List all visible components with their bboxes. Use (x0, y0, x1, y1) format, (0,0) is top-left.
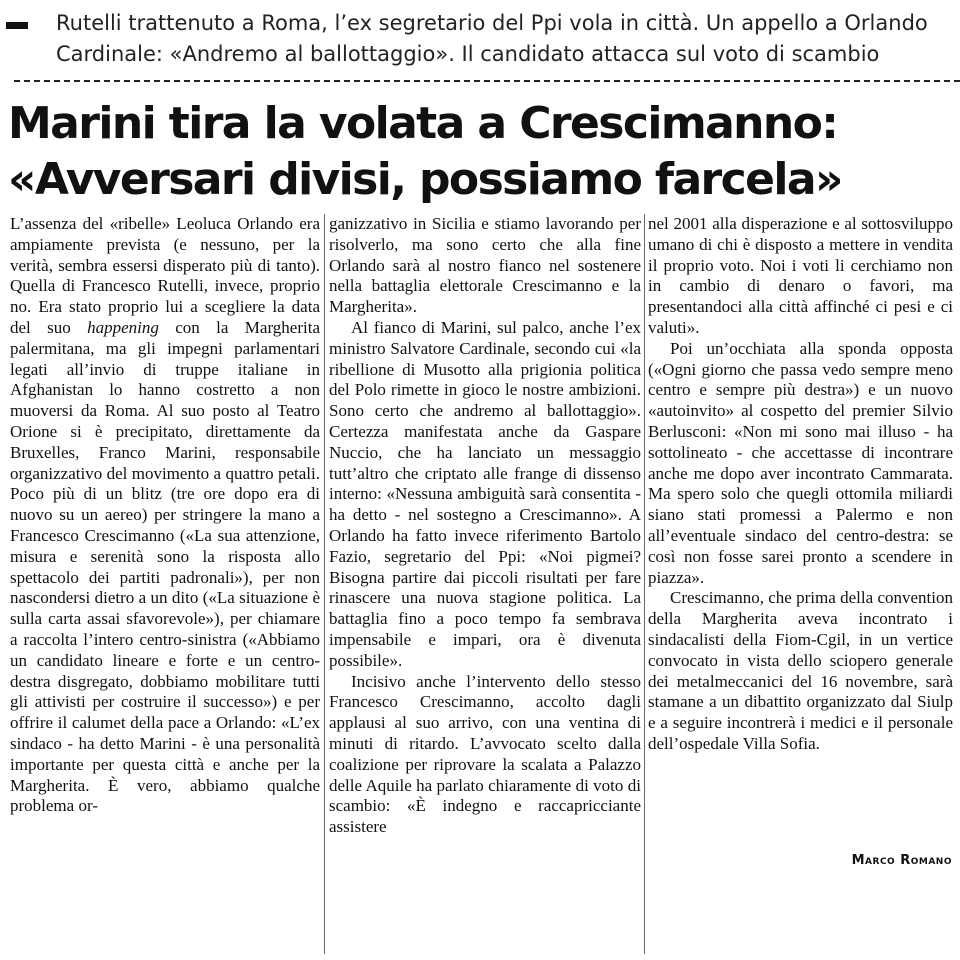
column-1-italic-word: happening (87, 317, 159, 337)
kicker-bullet-mark (6, 22, 28, 29)
article-column-1 (10, 214, 320, 954)
column-1-paragraph-1 (10, 214, 320, 817)
headline-line-2: «Avversari divisi, possiamo farcela» (8, 154, 842, 205)
column-2-paragraph-2: Al fianco di Marini, sul palco, anche l’ex ministro Salvatore Cardinale, secondo cui «la ribellione di Musotto alla prigionia politica del Polo rimette in gioco le nostre ambizioni. Sono certo che andremo al ballottaggio». Certezza manifestata anche da Gaspare Nuccio, che ha lanciato un messaggio tutt’altro che criptato alle frange di dissenso interno: «Nessuna ambiguità sarà consentita - ha detto - nel sostegno a Crescimanno». A Orlando ha fatto invece riferimento Bartolo Fazio, segretario del Ppi: «Noi pigmei? Bisogna partire dai piccoli risultati per fare rinascere una nuova stagione politica. La battaglia fino a poco tempo fa sembrava impensabile e impari, ora è divenuta possibile». (329, 317, 641, 670)
headline-line-1: Marini tira la volata a Crescimanno: (8, 98, 838, 149)
kicker (56, 8, 956, 70)
headline (8, 96, 956, 208)
article-column-3 (648, 214, 953, 854)
column-3-paragraph-1: nel 2001 alla disperazione e al sottosviluppo umano di chi è disposto a mettere in vendita il proprio voto. Noi i voti li cerchiamo non in cambio di denaro o favori, ma presentandoci alla città affinché ci pesi e ci valuti». (648, 214, 953, 337)
column-2-paragraph-3: Incisivo anche l’intervento dello stesso Francesco Crescimanno, accolto dagli applausi al suo arrivo, con una ventina di minuti di ritardo. L’avvocato scelto dalla coalizione per riprovare la scalata a Palazzo delle Aquile ha parlato chiaramente di voto di scambio: «È indegno e raccapricciante assistere (329, 671, 641, 837)
author-byline: Marco Romano (851, 853, 952, 868)
column-3-paragraph-3: Crescimanno, che prima della convention della Margherita aveva incontrato i sindacalisti della Fiom-Cgil, in un vertice convocato in vista dello sciopero generale dei metalmeccanici del 16 novembre, sarà stamane a un dibattito organizzato dal Siulp e a seguire incontrerà i medici e il personale dell’ospedale Villa Sofia. (648, 588, 953, 753)
column-3-paragraph-2: Poi un’occhiata alla sponda opposta («Ogni giorno che passa vedo sempre meno centro e sempre più destra») e un nuovo «autoinvito» al cospetto del premier Silvio Berlusconi: «Non mi sono mai illuso - ha sottolineato - che accettasse di incontrare anche me dopo aver incontrato Cammarata. Ma spero solo che quegli ottomila miliardi siano stati promessi a Palermo e non all’eventuale sindaco del centro-destra: se così non fosse sarei pronto a scendere in piazza». (648, 338, 953, 587)
dashed-divider (14, 80, 960, 82)
kicker-line-1: Rutelli trattenuto a Roma, l’ex segretario del Ppi vola in città. Un appello a Orlando (56, 11, 928, 35)
column-1-text-b: con la Margherita palermitana, ma gli impegni parlamentari legati all’invio di truppe italiane in Afghanistan lo hanno costretto a non muoversi da Roma. Al suo posto al Teatro Orione si è precipitato, direttamente da Bruxelles, Franco Marini, responsabile organizzativo del movimento a quattro petali. Poco più di un blitz (tre ore dopo era di nuovo su un aereo) per stringere la mano a Francesco Crescimanno («La sua attenzione, misura e serenità sono la risposta allo spettacolo dei partiti padronali»), per non nascondersi dietro a un dito («La situazione è sulla carta assai sfavorevole»), per chiamare a raccolta l’intero centro-sinistra («Abbiamo un candidato lineare e forte e un centro-destra disgregato, dobbiamo mobilitare tutti gli attivisti per costruire il successo») e per offrire il calumet della pace a Orlando: «L’ex sindaco - ha detto Marini - è una personalità importante per questa città e anche per la Margherita. È vero, abbiamo qualche problema or- (10, 317, 320, 816)
column-divider-1 (324, 214, 325, 954)
column-1-text-a: L’assenza del «ribelle» Leoluca Orlando era ampiamente prevista (e nessuno, per la verità, sembra essersi disperato più di tanto). Quella di Francesco Rutelli, invece, proprio no. Era stato proprio lui a scegliere la data del suo (10, 214, 320, 337)
kicker-line-2: Cardinale: «Andremo al ballottaggio». Il candidato attacca sul voto di scambio (56, 42, 880, 66)
column-divider-2 (644, 214, 645, 954)
column-2-paragraph-1: ganizzativo in Sicilia e stiamo lavorando per risolverlo, ma sono certo che alla fine Orlando sarà al nostro fianco nel sostenere nella battaglia elettorale Crescimanno e la Margherita». (329, 214, 641, 317)
article-column-2 (329, 214, 641, 954)
